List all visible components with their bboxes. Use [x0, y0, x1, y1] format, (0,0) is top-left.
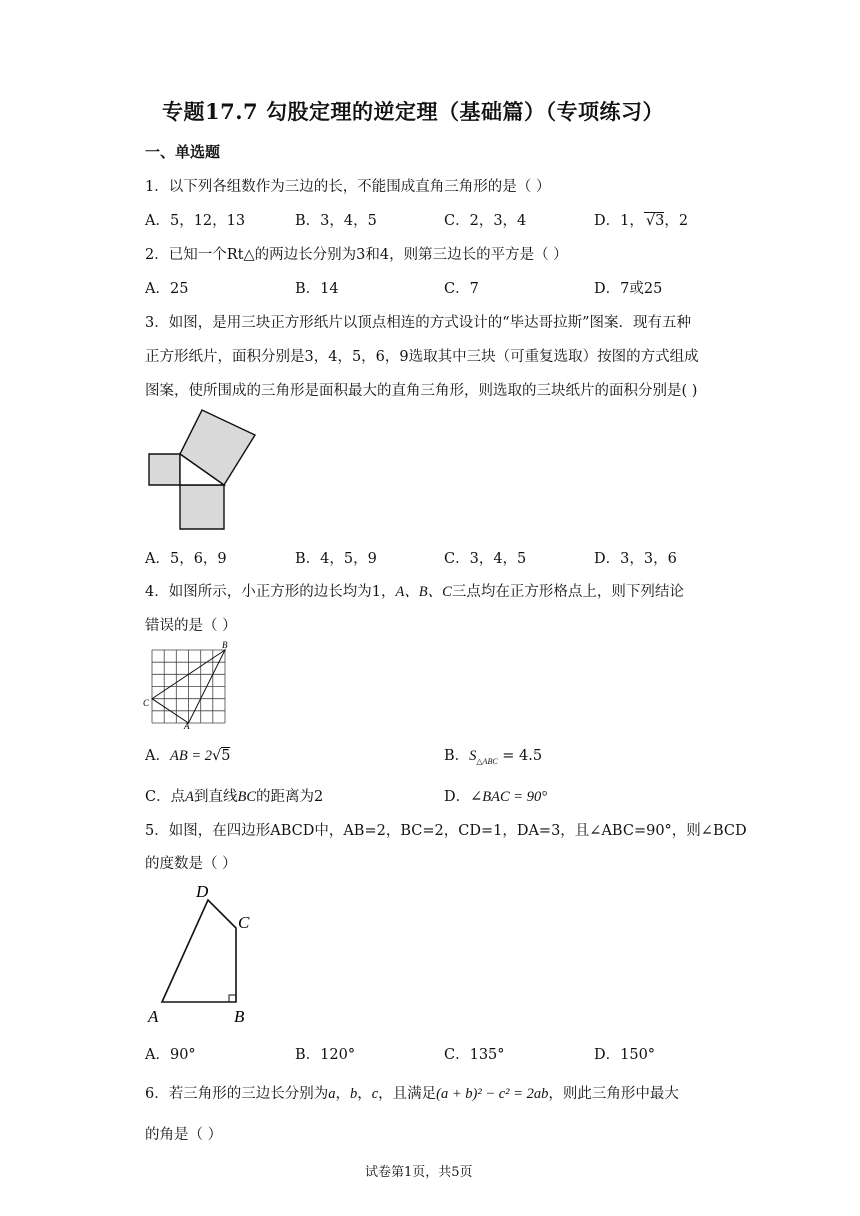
question-3-line-2: 正方形纸片，面积分别是3，4，5，6，9选取其中三块（可重复选取）按图的方式组成	[145, 349, 699, 365]
question-4-line-1: 4．如图所示，小正方形的边长均为1，A、B、C三点均在正方形格点上，则下列结论	[145, 584, 684, 600]
q3-option-b: B．4，5，9	[295, 551, 377, 567]
question-5-line-1: 5．如图，在四边形ABCD中，AB=2，BC=2，CD=1，DA=3，且∠ABC=90°，则∠BCD	[145, 823, 747, 839]
q3-option-c: C．3，4，5	[444, 551, 527, 567]
grid-triangle-figure	[140, 638, 240, 730]
right-angle-mark	[229, 995, 236, 1002]
q4-option-c: C．点A到直线BC的距离为2	[145, 789, 324, 805]
question-6-line-1: 6．若三角形的三边长分别为a，b，c，且满足(a + b)² − c² = 2ab，则此三角形中最大	[145, 1086, 679, 1102]
section-heading: 一、单选题	[145, 143, 221, 161]
question-3-line-1: 3．如图，是用三块正方形纸片以顶点相连的方式设计的“毕达哥拉斯”图案．现有五种	[145, 315, 692, 331]
q4-option-a: A．AB = 2√5	[145, 748, 231, 764]
sqrt-sign: √	[645, 213, 656, 229]
pythagoras-squares-figure	[140, 405, 270, 535]
q2-option-b: B．14	[295, 281, 339, 297]
label-c: C	[238, 913, 250, 932]
question-5-line-2: 的度数是（ ）	[145, 856, 237, 872]
q2-option-c: C．7	[444, 281, 479, 297]
label-a: A	[148, 1007, 159, 1026]
sqrt-sign: √	[211, 748, 222, 764]
q1-option-a: A．5，12，13	[145, 213, 246, 229]
q5-option-b: B．120°	[295, 1047, 356, 1063]
q5-option-d: D．150°	[594, 1047, 656, 1063]
q1-option-d: D．1， √3，2	[594, 213, 689, 229]
quadrilateral-abcd-figure	[140, 878, 270, 1028]
medium-square	[180, 485, 224, 529]
square-grid	[152, 650, 225, 723]
q2-option-a: A．25	[145, 281, 189, 297]
page-footer: 试卷第1页，共5页	[365, 1165, 473, 1180]
q5-option-c: C．135°	[444, 1047, 505, 1063]
label-a: A	[184, 721, 190, 730]
q4-option-b: B．$S_{\triangle ABC} = 4.5$	[444, 748, 543, 766]
q2-option-d: D．7或25	[594, 281, 663, 297]
question-1-stem: 1．以下列各组数作为三边的长，不能围成直角三角形的是（ ）	[145, 179, 551, 195]
q3-option-a: A．5，6，9	[145, 551, 227, 567]
q3-option-d: D．3，3，6	[594, 551, 677, 567]
q4-option-d: D．∠BAC = 90°	[444, 789, 548, 805]
quadrilateral-abcd	[162, 900, 236, 1002]
question-3-line-3: 图案，使所围成的三角形是面积最大的直角三角形，则选取的三块纸片的面积分别是( )	[145, 383, 698, 399]
q5-option-a: A．90°	[145, 1047, 196, 1063]
small-square	[149, 454, 180, 485]
q1-option-b: B．3，4，5	[295, 213, 377, 229]
question-4-line-2: 错误的是（ ）	[145, 618, 237, 634]
label-b: B	[222, 640, 228, 650]
page-title: 专题17.7 勾股定理的逆定理（基础篇）（专项练习）	[162, 99, 664, 124]
question-2-stem: 2．已知一个Rt△的两边长分别为3和4，则第三边长的平方是（ ）	[145, 247, 568, 263]
question-6-line-2: 的角是（ ）	[145, 1127, 223, 1143]
label-d: D	[196, 882, 209, 901]
q1-option-c: C．2，3，4	[444, 213, 527, 229]
label-c: C	[143, 698, 150, 708]
label-b: B	[234, 1007, 245, 1026]
